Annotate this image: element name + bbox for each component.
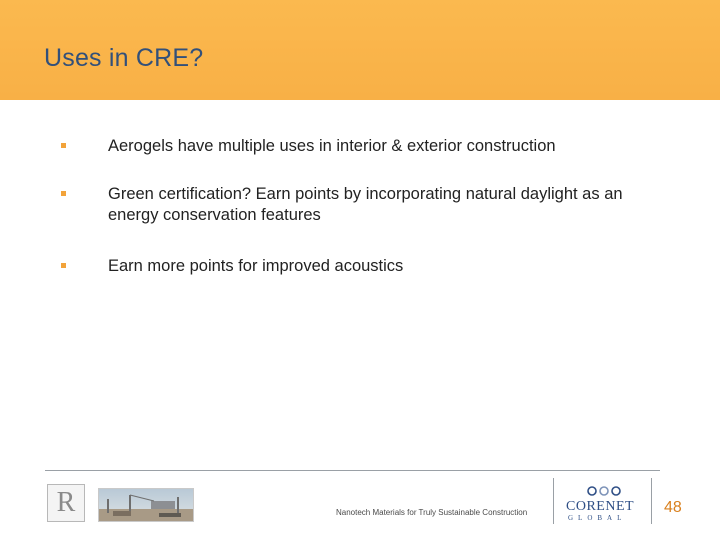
construction-site-photo xyxy=(98,488,194,522)
footer-divider-line xyxy=(45,470,660,471)
square-bullet-icon xyxy=(61,191,66,196)
footer-vertical-divider xyxy=(553,478,554,524)
bullet-text: Earn more points for improved acoustics xyxy=(108,257,404,275)
page-number: 48 xyxy=(664,499,682,516)
corenet-global-logo-icon xyxy=(562,482,646,522)
bullet-text: Aerogels have multiple uses in interior & exterior construction xyxy=(108,137,556,155)
square-bullet-icon xyxy=(61,143,66,148)
r-logo-icon: R xyxy=(47,484,85,522)
svg-text:GLOBAL: GLOBAL xyxy=(568,514,627,522)
svg-text:CORENET: CORENET xyxy=(566,499,635,514)
slide-title: Uses in CRE? xyxy=(44,44,204,72)
square-bullet-icon xyxy=(61,263,66,268)
bullet-text: Green certification? Earn points by incorporating natural daylight as an energy conservation features xyxy=(108,185,623,224)
footer-caption: Nanotech Materials for Truly Sustainable Construction xyxy=(336,508,528,517)
footer-vertical-divider xyxy=(651,478,652,524)
